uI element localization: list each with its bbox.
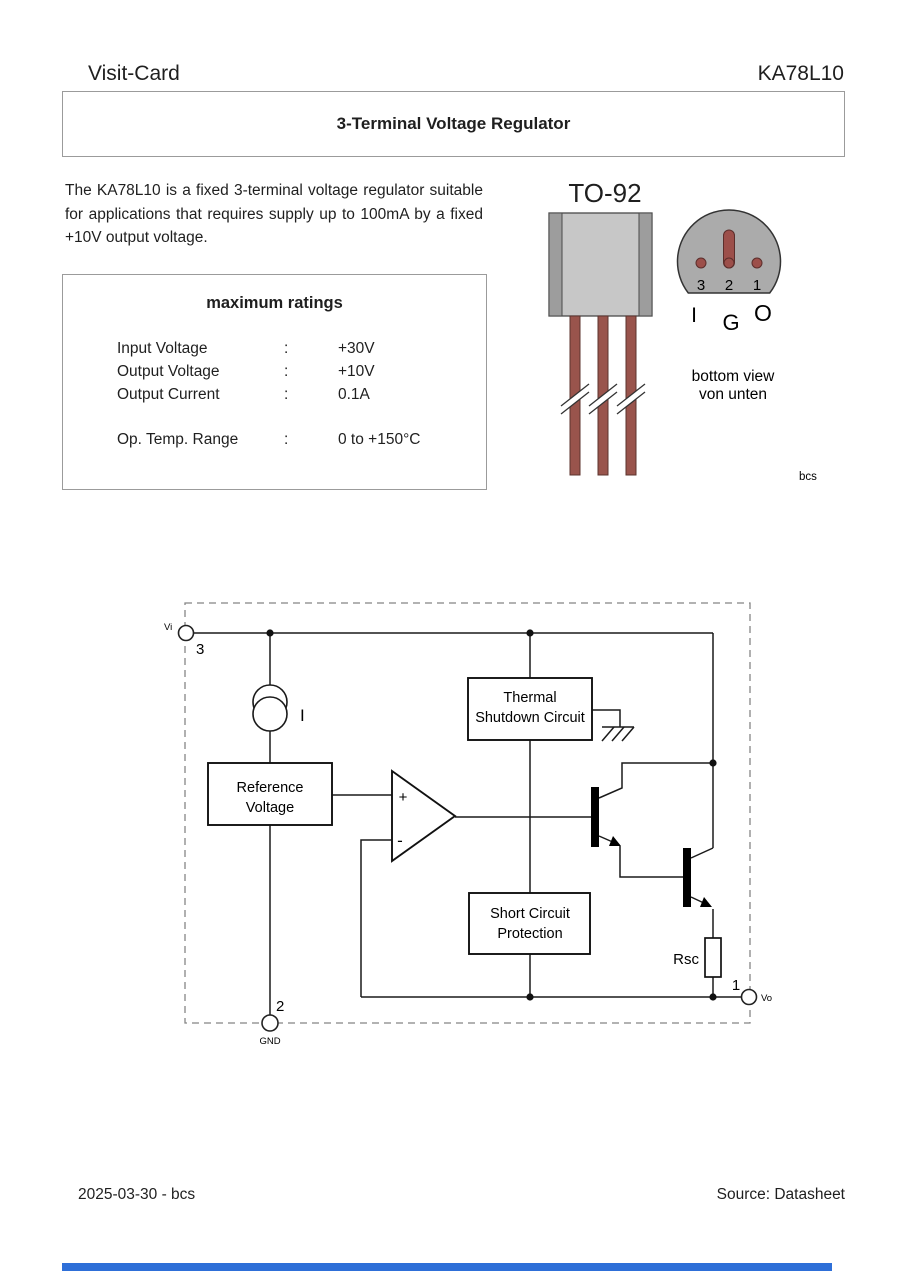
pass-transistor-pair [591, 787, 712, 907]
block-label: Short Circuit [490, 906, 570, 922]
to92-package-drawing [520, 170, 850, 490]
input-terminal [179, 626, 194, 641]
ground-pin-name: GND [259, 1036, 281, 1047]
rating-separator: : [284, 385, 289, 403]
output-pin-name: Vo [761, 993, 773, 1004]
footer-accent-bar [62, 1263, 832, 1271]
description-text: The KA78L10 is a fixed 3-terminal voltage regulator suitable for applications that requires supply up to 100mA by a fixed +10V output voltage. [65, 182, 483, 246]
pin-number-label: 1 [752, 277, 762, 294]
opamp-minus-input-label: - [397, 831, 403, 850]
rating-separator: : [284, 430, 289, 448]
rating-label: Output Voltage [117, 362, 220, 380]
thermal-shutdown-block [468, 678, 592, 740]
package-body-edge-left [549, 213, 562, 316]
table-row [117, 428, 486, 451]
pin-dot-3 [696, 258, 706, 268]
reference-voltage-block [208, 763, 332, 825]
error-amplifier-symbol [392, 771, 455, 861]
block-label: Voltage [245, 800, 295, 816]
package-body-edge-right [639, 213, 652, 316]
table-row [117, 360, 486, 383]
view-caption-line1: bottom view [691, 368, 775, 385]
table-row [117, 337, 486, 360]
pin-function-label: O [754, 300, 772, 326]
block-label: Protection [497, 926, 563, 942]
rating-value: +30V [338, 339, 375, 357]
package-body [549, 213, 652, 316]
page-title: 3-Terminal Voltage Regulator [336, 114, 571, 133]
transistor-base-bar [683, 848, 691, 907]
credit-label: bcs [799, 471, 817, 483]
output-terminal [742, 990, 757, 1005]
rating-value: 0.1A [338, 385, 370, 403]
block-label: Thermal [503, 690, 557, 706]
block-diagram [150, 580, 795, 1055]
pin-function-label: G [722, 310, 740, 335]
rating-separator: : [284, 362, 289, 380]
page-header-left: Visit-Card [88, 62, 180, 85]
current-source-label: I [300, 706, 305, 725]
title-box [62, 91, 845, 157]
input-pin-name: Vi [164, 622, 173, 633]
short-circuit-protection-block [469, 893, 590, 954]
pin-dot-2 [724, 258, 734, 268]
input-pin-number: 3 [196, 641, 205, 658]
ground-symbol-icon [602, 727, 634, 741]
to92-bottom-view [678, 210, 781, 403]
rating-separator: : [284, 339, 289, 357]
footer-source: Source: Datasheet [716, 1186, 845, 1203]
table-row [117, 383, 486, 406]
opamp-plus-input-label: + [398, 789, 408, 806]
block-label: Reference [236, 780, 304, 796]
ground-pin-number: 2 [276, 998, 285, 1015]
footer-date: 2025-03-30 - bcs [78, 1186, 196, 1203]
rating-value: 0 to +150°C [338, 430, 421, 448]
pin-number-label: 2 [724, 277, 734, 294]
maximum-ratings-box [62, 274, 487, 490]
rating-value: +10V [338, 362, 375, 380]
transistor-base-bar [591, 787, 599, 847]
rsc-resistor [673, 938, 721, 977]
pin-dot-1 [752, 258, 762, 268]
block-label: Shutdown Circuit [475, 710, 585, 726]
page-header-right: KA78L10 [757, 62, 844, 85]
rating-label: Output Current [117, 385, 220, 403]
resistor-label: Rsc [673, 951, 699, 968]
rating-label: Input Voltage [117, 339, 208, 357]
pin-function-label: I [691, 304, 697, 327]
pin-number-label: 3 [696, 277, 706, 294]
ratings-title: maximum ratings [206, 294, 343, 312]
current-source-symbol [253, 685, 305, 731]
rating-label: Op. Temp. Range [117, 430, 239, 448]
ground-terminal [262, 1015, 278, 1031]
view-caption-line2: von unten [698, 386, 768, 403]
package-name-label: TO-92 [568, 178, 642, 208]
to92-front-view [549, 213, 652, 475]
output-pin-number: 1 [731, 977, 741, 994]
ratings-table [117, 337, 486, 451]
